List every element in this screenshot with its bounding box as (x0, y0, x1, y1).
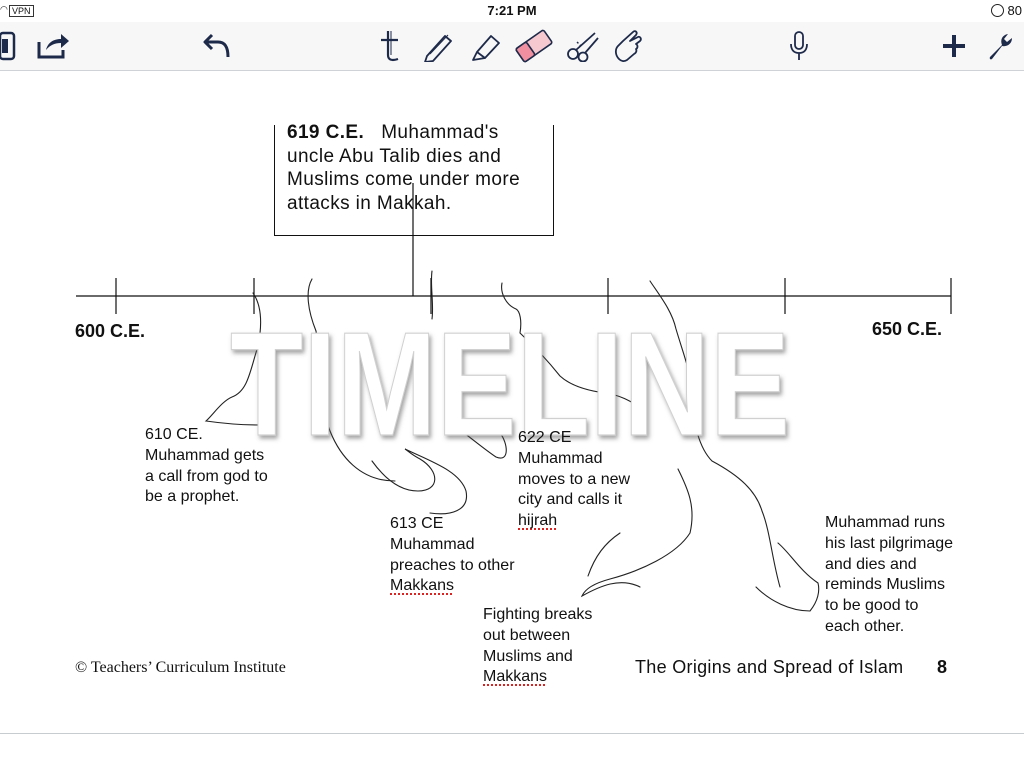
note-613: 613 CE Muhammad preaches to other Makkans (390, 515, 515, 595)
toolbar (0, 22, 1024, 71)
rotation-lock-icon (991, 4, 1004, 17)
page-bottom-border (0, 733, 1024, 734)
plus-icon[interactable] (938, 28, 970, 64)
status-bar (0, 0, 1024, 22)
microphone-icon[interactable] (784, 28, 814, 64)
document-page[interactable] (0, 71, 1024, 733)
scissors-icon[interactable] (564, 28, 602, 64)
note-610: 610 CE. Muhammad gets a call from god to be a prophet. (145, 426, 268, 506)
page-number: 8 (937, 657, 948, 677)
misspelled-word[interactable]: hijrah (518, 512, 558, 530)
share-icon[interactable] (34, 28, 72, 64)
timeline-stamp-title (224, 319, 796, 447)
misspelled-word[interactable]: Makkans (483, 668, 548, 686)
eraser-icon[interactable] (512, 28, 556, 64)
undo-icon[interactable] (200, 28, 234, 64)
note-fighting: Fighting breaks out between Muslims and Makkans (483, 606, 593, 686)
stroke-613b (372, 449, 467, 514)
event-description: Muhammad's uncle Abu Talib dies and Muslims come under more attacks in Makkah. (287, 122, 521, 214)
misspelled-word[interactable]: Makkans (390, 577, 455, 595)
wrench-icon[interactable] (984, 28, 1018, 64)
stroke-fighting-b (588, 533, 620, 576)
event-year: 619 C.E. (287, 122, 365, 143)
note-622: 622 CE Muhammad moves to a new city and calls it hijrah (518, 429, 631, 530)
copyright-text: © Teachers’ Curriculum Institute (75, 659, 286, 676)
timeline-end-label: 650 C.E. (872, 319, 943, 339)
note-last-pilgrimage: Muhammad runs his last pilgrimage and dies and reminds Muslims to be good to each other. (825, 514, 954, 635)
wifi-icon: ◠ (0, 4, 8, 14)
documents-icon[interactable] (0, 28, 16, 64)
stroke-last-b (756, 543, 819, 611)
pen-icon[interactable] (420, 28, 456, 64)
text-tool-icon[interactable] (374, 28, 406, 64)
timeline-start-label: 600 C.E. (75, 321, 146, 341)
footer-title: The Origins and Spread of Islam (635, 657, 904, 677)
stamp-text: TIMELINE (230, 319, 790, 447)
battery-level: 80 (1007, 3, 1022, 18)
hand-pointer-icon[interactable] (610, 28, 646, 64)
vpn-badge: VPN (9, 5, 34, 17)
highlighter-icon[interactable] (468, 28, 504, 64)
status-time: 7:21 PM (487, 3, 537, 18)
